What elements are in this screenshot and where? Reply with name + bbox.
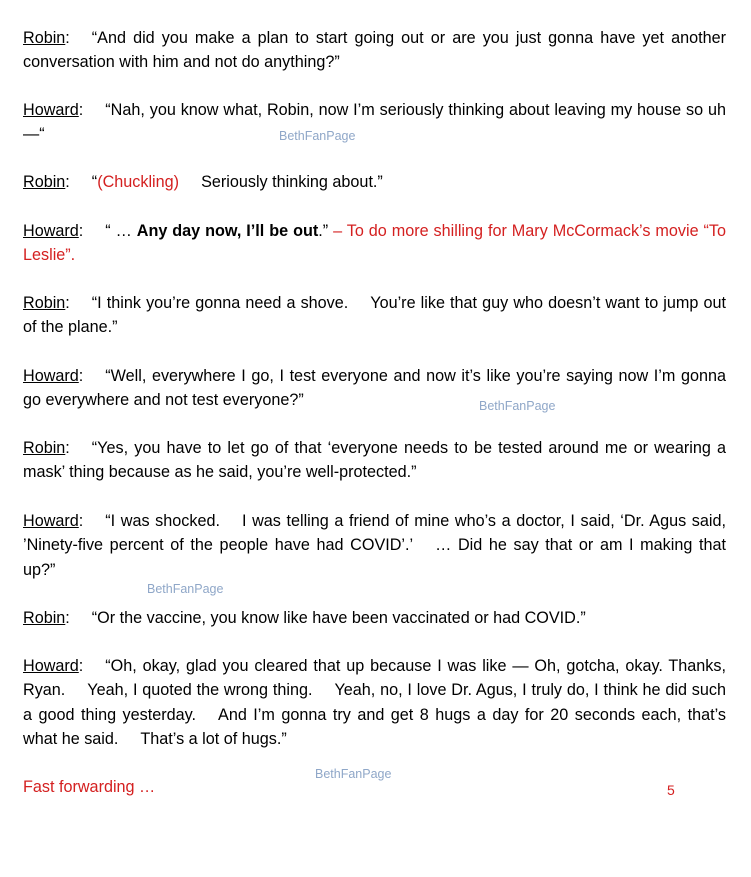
dialogue-text: “Nah, you know what, Robin, now I’m seriously thinking about leaving my house so uh —“ xyxy=(23,101,726,144)
dialogue-text-open: “ xyxy=(91,173,98,191)
dialogue-text: I was telling a friend of mine who’s a doctor, I said, ‘Dr. Agus said, ’Ninety-five percent of the people have had COVID’.’ xyxy=(23,512,726,555)
dialogue-text-bold: Any day now, I’ll be out xyxy=(136,222,319,240)
dialogue-text: Yeah, no, I love Dr. Agus, I truly do, I think he did such a good thing yesterday. xyxy=(23,681,726,724)
speaker-name: Robin xyxy=(23,609,66,627)
dialogue-line-9: Robin: “Or the vaccine, you know like have been vaccinated or had COVID.” xyxy=(23,609,586,627)
speaker-name: Howard xyxy=(23,657,79,675)
dialogue-line-1: Robin: “And did you make a plan to start going out or are you just gonna have yet another conversation with him and not do anything?” xyxy=(23,29,726,72)
dialogue-text: “Yes, you have to let go of that ‘everyone needs to be tested around me or wearing a mask’ thing because as he said, you’re well-protected.” xyxy=(23,439,726,482)
watermark: BethFanPage xyxy=(315,767,392,781)
dialogue-line-4: Howard: “ … Any day now, I’ll be out.” – To do more shilling for Mary McCormack’s movie “To Leslie”. xyxy=(23,222,727,265)
speaker-name: Howard xyxy=(23,512,79,530)
watermark: BethFanPage xyxy=(147,582,224,596)
dialogue-line-7: Robin: “Yes, you have to let go of that ‘everyone needs to be tested around me or wearing a mask’ thing because as he said, you’re well-protected.” xyxy=(23,439,726,482)
dialogue-text: “I was shocked. xyxy=(105,512,220,530)
speaker-note: (Chuckling) xyxy=(97,173,180,191)
dialogue-text: And I’m gonna try and get 8 hugs a day for 20 seconds each, that’s what he said. xyxy=(23,705,726,748)
fast-forward-note: Fast forwarding … xyxy=(23,778,156,796)
dialogue-line-5: Robin: “I think you’re gonna need a shove. You’re like that guy who doesn’t want to jump out of the plane.” xyxy=(23,294,726,337)
dialogue-text: “Or the vaccine, you know like have been vaccinated or had COVID.” xyxy=(91,609,586,627)
dialogue-text: “And did you make a plan to start going out or are you just gonna have yet another conversation with him and not do anything?” xyxy=(23,29,726,72)
dialogue-text-open: “ … xyxy=(105,222,137,240)
dialogue-line-10: Howard: “Oh, okay, glad you cleared that up because I was like — Oh, gotcha, okay. Thanks, Ryan. Yeah, I quoted the wrong thing. Yeah, no, I love Dr. Agus, I truly do, I think he did such a good thing yesterday. And I’m gonna try and get 8 hugs a day for 20 seconds each, that’s what he said. That’s a lot of hugs.” xyxy=(23,657,726,748)
dialogue-text: “I think you’re gonna need a shove. xyxy=(91,294,349,312)
speaker-note: – To do more shilling for Mary McCormack’s movie “To Leslie”. xyxy=(23,222,727,265)
dialogue-line-8: Howard: “I was shocked. I was telling a friend of mine who’s a doctor, I said, ‘Dr. Agus said, ’Ninety-five percent of the people have had COVID’.’ … Did he say that or am I making that up?” xyxy=(23,512,726,579)
speaker-name: Robin xyxy=(23,294,66,312)
speaker-name: Robin xyxy=(23,439,66,457)
dialogue-line-3: Robin: “(Chuckling) Seriously thinking about.” xyxy=(23,173,383,191)
dialogue-text: That’s a lot of hugs.” xyxy=(140,729,287,748)
dialogue-text: You’re like that guy who doesn’t want to jump out of the plane.” xyxy=(23,294,726,337)
watermark: BethFanPage xyxy=(479,399,556,413)
dialogue-line-2: Howard: “Nah, you know what, Robin, now I’m seriously thinking about leaving my house so uh —“ xyxy=(23,101,726,144)
dialogue-text: “Well, everywhere I go, I test everyone and now it’s like you’re saying now I’m gonna go everywhere and not test everyone?” xyxy=(23,367,726,410)
speaker-name: Howard xyxy=(23,222,79,240)
speaker-name: Robin xyxy=(23,173,66,191)
dialogue-text: “Oh, okay, glad you cleared that up because I was like — Oh, gotcha, okay. Thanks, Ryan. xyxy=(23,657,726,700)
speaker-name: Howard xyxy=(23,101,79,119)
speaker-name: Howard xyxy=(23,367,79,385)
page-number: 5 xyxy=(667,782,675,798)
dialogue-text: … Did he say that or am I making that up?” xyxy=(23,536,726,579)
dialogue-line-6: Howard: “Well, everywhere I go, I test everyone and now it’s like you’re saying now I’m gonna go everywhere and not test everyone?” xyxy=(23,367,726,410)
dialogue-text: Yeah, I quoted the wrong thing. xyxy=(87,681,313,700)
speaker-name: Robin xyxy=(23,29,66,47)
watermark: BethFanPage xyxy=(279,129,356,143)
dialogue-text: Seriously thinking about.” xyxy=(201,173,383,191)
dialogue-text-close: .” xyxy=(318,222,329,240)
